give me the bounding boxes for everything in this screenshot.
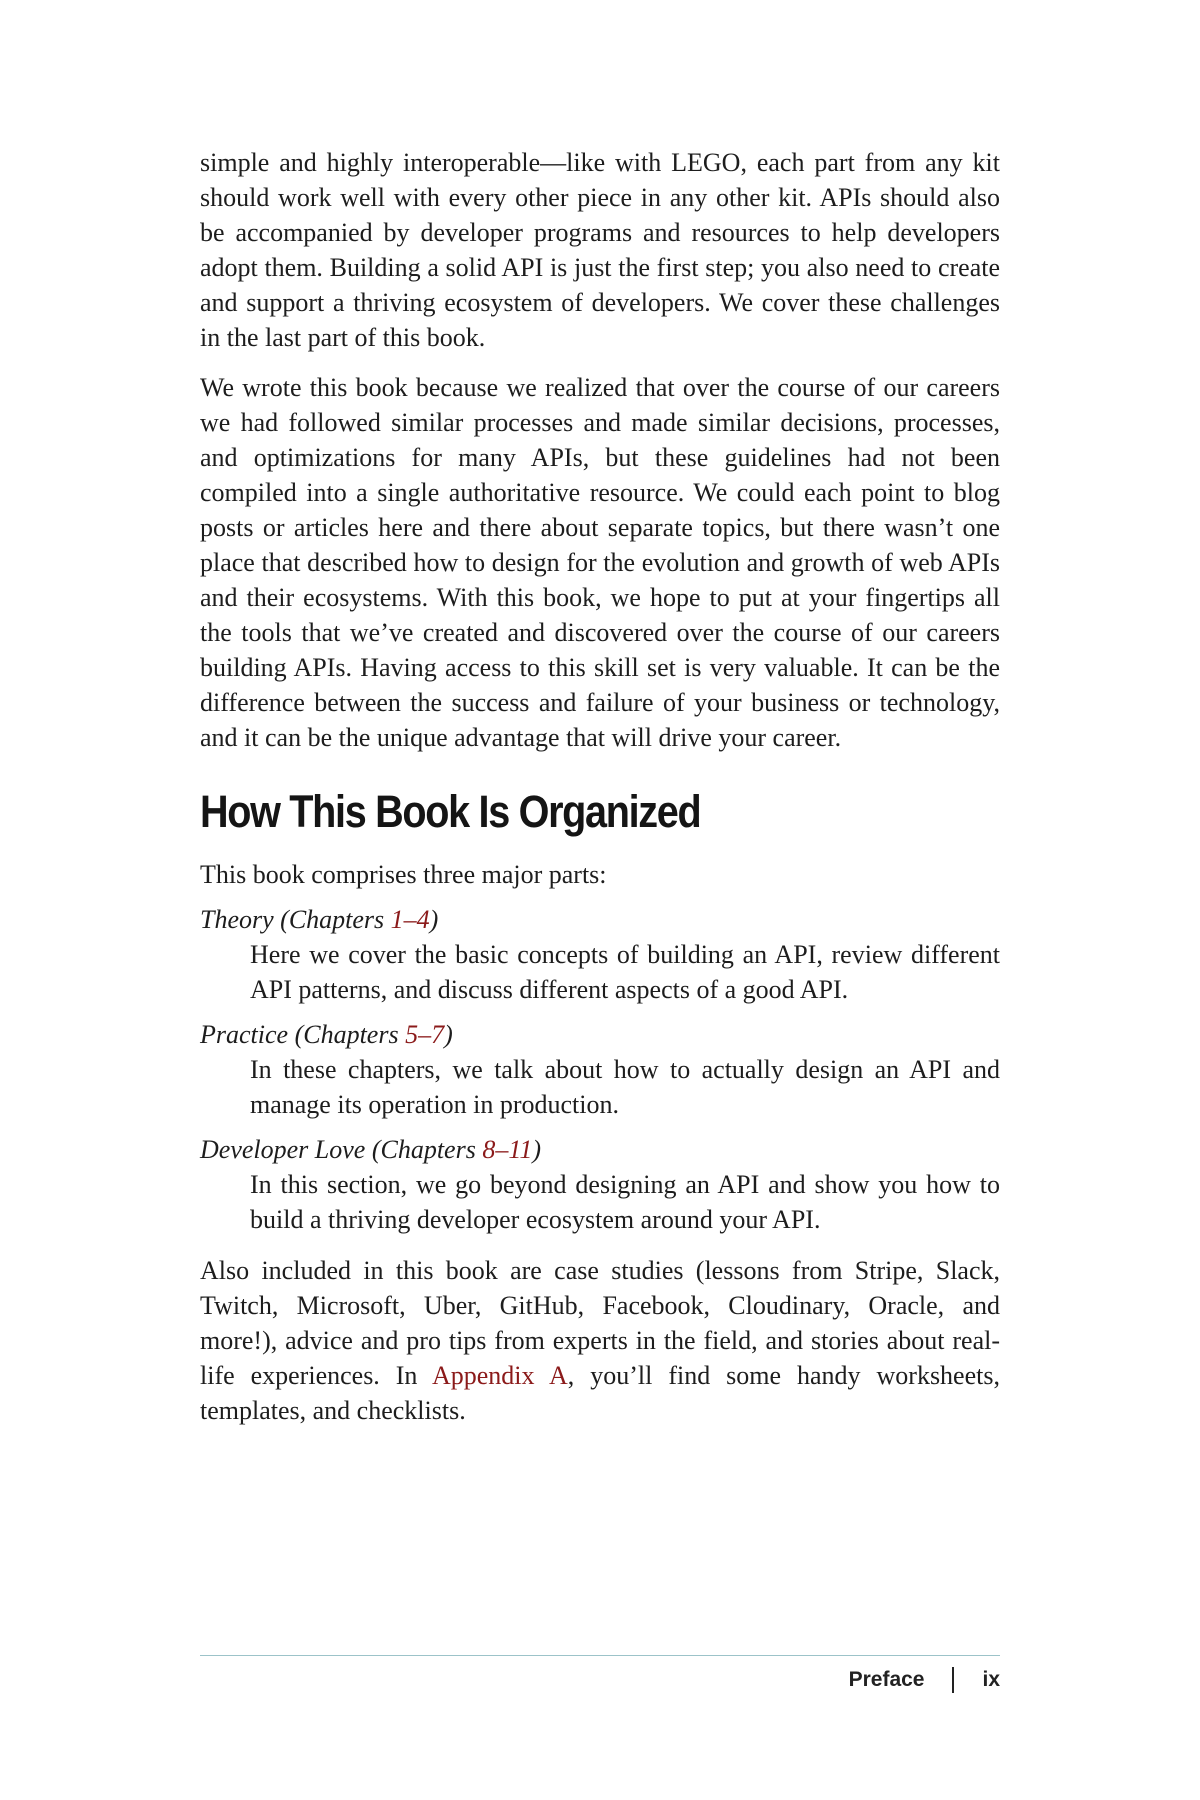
- section-intro: This book comprises three major parts:: [200, 860, 607, 889]
- part-term-close: ): [429, 905, 439, 934]
- part-description: In this section, we go beyond designing an API and show you how to build a thriving developer ecosystem around your API.: [250, 1170, 1000, 1234]
- range-dash: –: [495, 1135, 509, 1164]
- chapter-link[interactable]: 1: [390, 905, 404, 934]
- chapter-link[interactable]: 8: [482, 1135, 496, 1164]
- footer-separator: [952, 1667, 954, 1693]
- part-term: [200, 902, 1000, 937]
- part-entry-developer-love: [200, 1132, 1000, 1237]
- footer-section-name: Preface: [848, 1668, 925, 1691]
- chapter-link[interactable]: 11: [508, 1135, 533, 1164]
- chapter-link[interactable]: 4: [416, 905, 430, 934]
- page-body: [200, 145, 1000, 1443]
- part-entry-practice: [200, 1017, 1000, 1122]
- chapter-link[interactable]: 5: [405, 1020, 419, 1049]
- part-entry-theory: [200, 902, 1000, 1007]
- part-description: In these chapters, we talk about how to actually design an API and manage its operation in production.: [250, 1055, 1000, 1119]
- section-heading: How This Book Is Organized: [200, 786, 701, 837]
- part-term-label: Practice (Chapters: [200, 1020, 406, 1049]
- chapter-link[interactable]: 7: [431, 1020, 445, 1049]
- closing-paragraph: [200, 1253, 1000, 1428]
- page-footer: [849, 1665, 1000, 1695]
- part-description: Here we cover the basic concepts of building an API, review different API patterns, and discuss different aspects of a good API.: [250, 940, 1000, 1004]
- part-term: [200, 1017, 1000, 1052]
- part-term-close: ): [532, 1135, 542, 1164]
- parts-list: [200, 902, 1000, 1237]
- part-term-label: Theory (Chapters: [200, 905, 391, 934]
- part-term-label: Developer Love (Chapters: [200, 1135, 483, 1164]
- body-paragraph: simple and highly interoperable—like with LEGO, each part from any kit should work well with every other piece in any other kit. APIs should also be accompanied by developer programs and resources to help developers adopt them. Building a solid API is just the first step; you also need to create and support a thriving ecosystem of developers. We cover these challenges in the last part of this book.: [200, 148, 1000, 352]
- footer-rule: [200, 1655, 1000, 1656]
- body-paragraph: We wrote this book because we realized that over the course of our careers we had followed similar processes and made similar decisions, processes, and optimizations for many APIs, but these guidelines had not been compiled into a single authoritative resource. We could each point to blog posts or articles here and there about separate topics, but there wasn’t one place that described how to design for the evolution and growth of web APIs and their ecosystems. With this book, we hope to put at your fingertips all the tools that we’ve created and discovered over the course of our careers building APIs. Having access to this skill set is very valuable. It can be the difference between the success and failure of your business or technology, and it can be the unique advantage that will drive your career.: [200, 373, 1000, 752]
- range-dash: –: [403, 905, 417, 934]
- closing-text: Also included in this book are case studies (lessons from Stripe, Slack, Twitch, Microsoft, Uber, GitHub, Facebook, Cloudinary, Oracle, and more!), advice and pro tips from experts in the field, and stories about real-life experiences. In: [200, 1256, 1000, 1390]
- appendix-link[interactable]: Appendix A: [431, 1361, 568, 1390]
- range-dash: –: [418, 1020, 432, 1049]
- part-term-close: ): [444, 1020, 453, 1049]
- part-term: [200, 1132, 1000, 1167]
- page-number: ix: [982, 1668, 1000, 1691]
- closing-text-end: , you’ll find some handy worksheets, templates, and checklists.: [200, 1361, 1000, 1425]
